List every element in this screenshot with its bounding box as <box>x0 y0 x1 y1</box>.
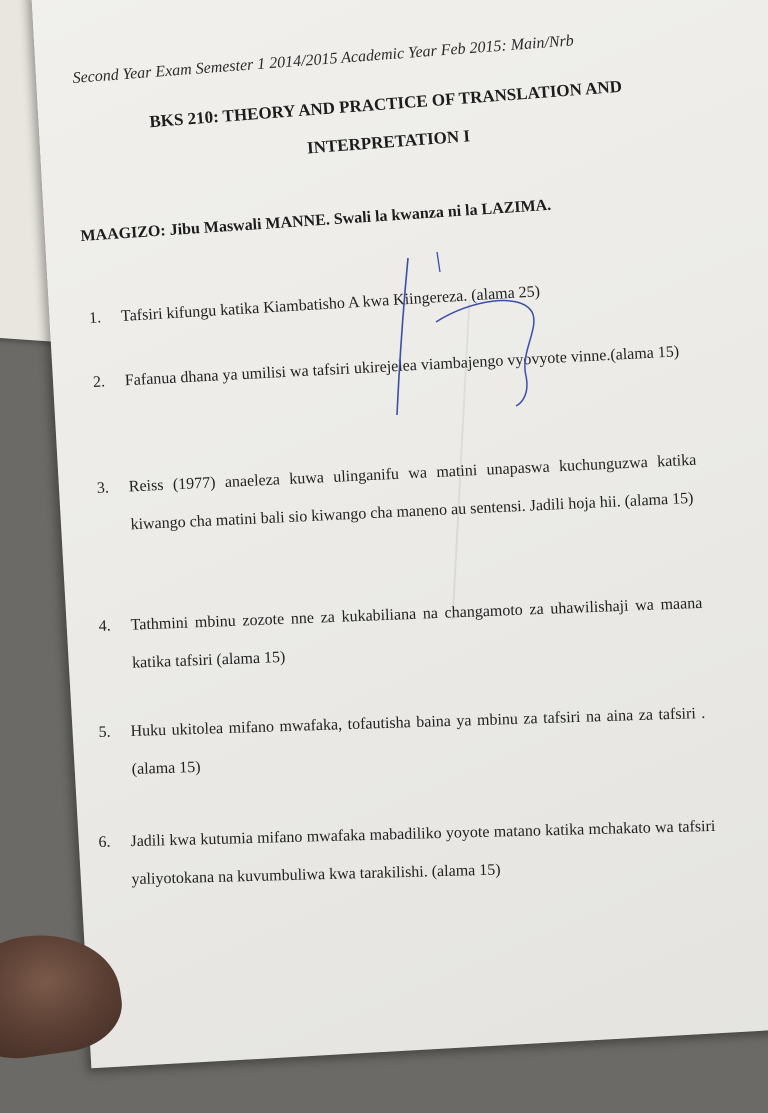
course-title-line-2: INTERPRETATION I <box>306 126 471 158</box>
exam-header: Second Year Exam Semester 1 2014/2015 Academic Year Feb 2015: Main/Nrb <box>72 32 575 87</box>
question-number: 6. <box>98 833 111 851</box>
question-4 <box>98 585 703 672</box>
question-5 <box>98 695 706 778</box>
course-title <box>125 66 649 181</box>
question-text: Jadili kwa kutumia mifano mwafaka mabadiliko yoyote matano katika mchakato wa tafsiri yaliyotokana na kuvumbuliwa kwa tarakilishi. (alama 15) <box>130 817 716 889</box>
question-text: Tathmini mbinu zozote nne za kukabiliana na changamoto za uhawilishaji wa maana katika tafsiri (alama 15) <box>130 594 703 672</box>
question-number: 1. <box>88 309 102 327</box>
instructions: MAAGIZO: Jibu Maswali MANNE. Swali la kwanza ni la LAZIMA. <box>80 196 552 245</box>
question-3 <box>96 442 697 534</box>
question-text: Huku ukitolea mifano mwafaka, tofautisha baina ya mbinu za tafsiri na aina za tafsiri . (alama 15) <box>130 704 706 778</box>
question-number: 5. <box>98 723 111 741</box>
question-number: 4. <box>98 617 112 635</box>
question-6 <box>98 808 716 889</box>
course-title-line-1: BKS 210: THEORY AND PRACTICE OF TRANSLATION AND <box>148 76 623 132</box>
exam-sheet <box>30 0 768 1068</box>
question-number: 2. <box>92 373 106 391</box>
question-number: 3. <box>96 479 110 497</box>
question-1 <box>88 269 607 327</box>
question-text: Reiss (1977) anaeleza kuwa ulinganifu wa matini unapaswa kuchunguzwa katika kiwango cha matini bali sio kiwango cha maneno au sentensi. Jadili hoja hii. (alama 15) <box>128 451 697 534</box>
question-text: Tafsiri kifungu katika Kiambatisho A kwa Kiingereza. (alama 25) <box>120 283 541 326</box>
question-2 <box>92 333 691 391</box>
question-text: Fafanua dhana ya umilisi wa tafsiri ukirejelea viambajengo vyovyote vinne.(alama 15) <box>124 343 680 390</box>
